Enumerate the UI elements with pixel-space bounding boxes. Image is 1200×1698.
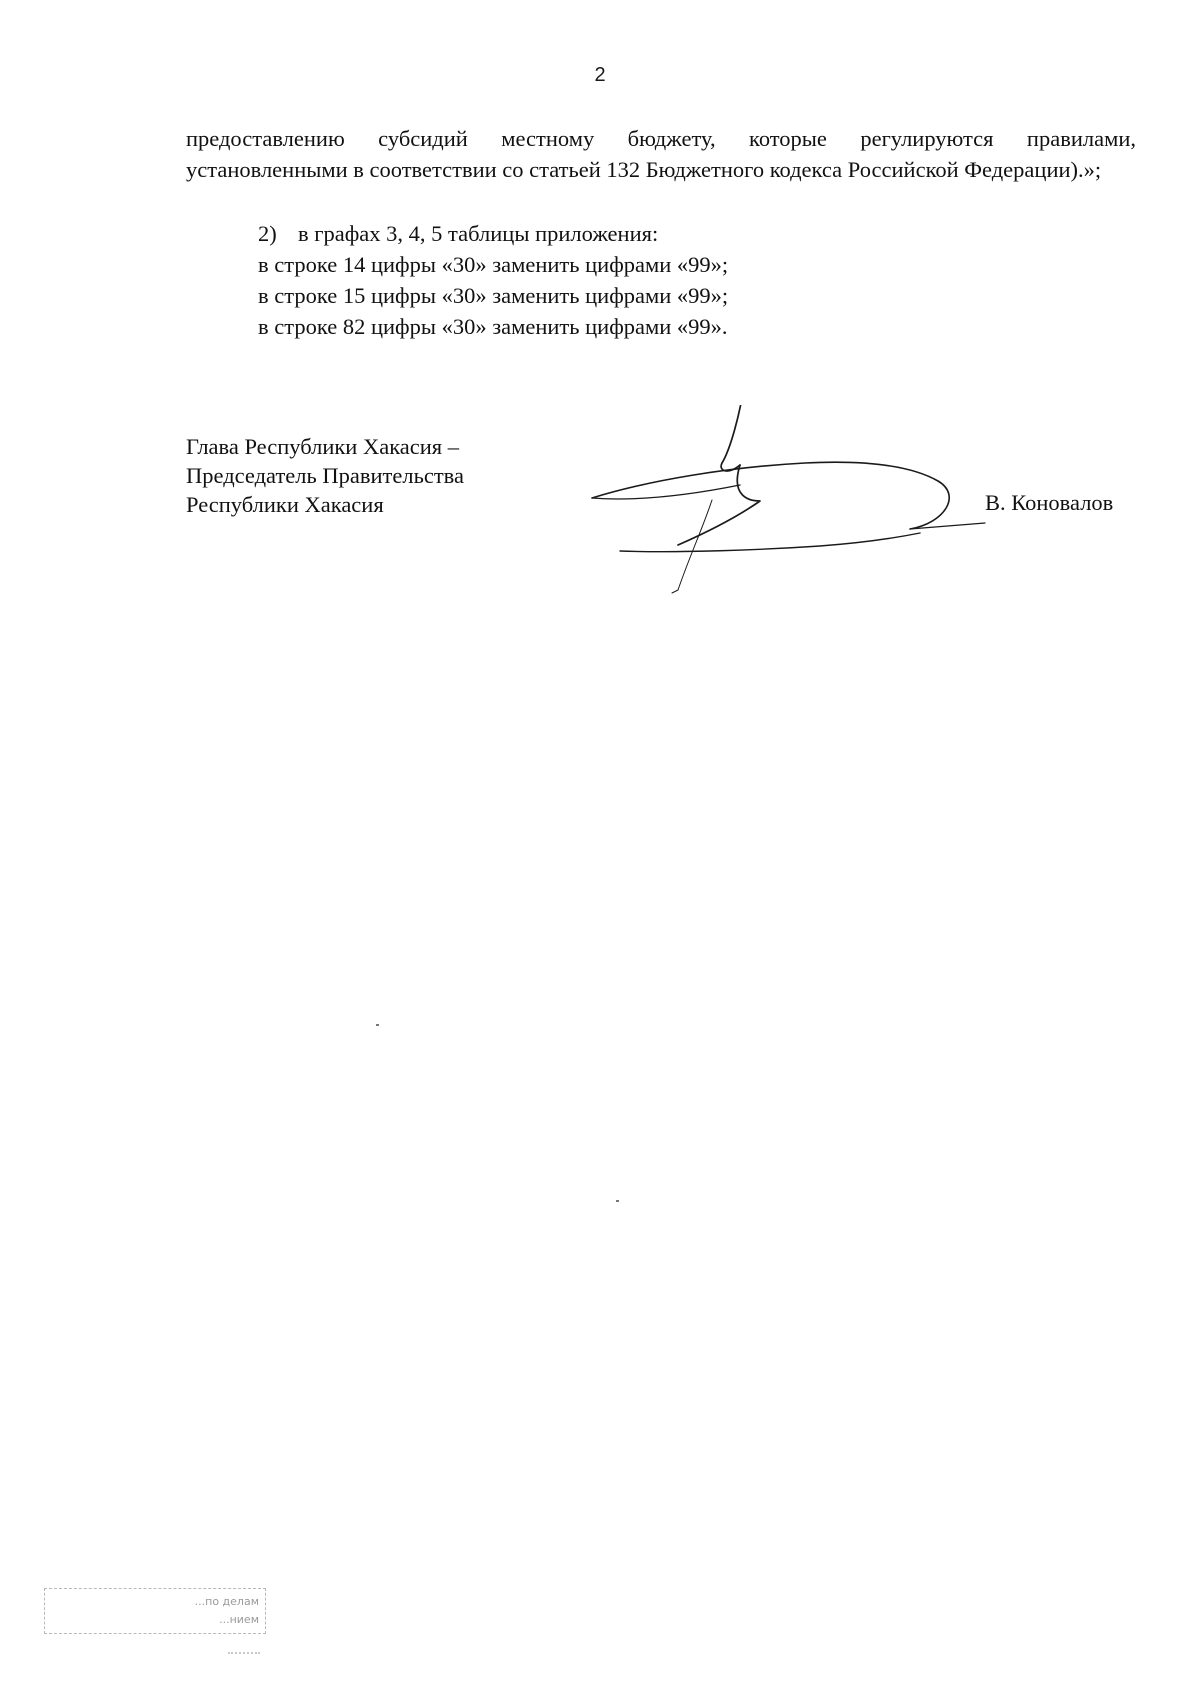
signatory-title-line: Глава Республики Хакасия – — [186, 434, 460, 459]
signatory-title — [186, 432, 464, 519]
scan-speck — [616, 1200, 619, 1202]
page-number: 2 — [594, 64, 606, 86]
amendment-line: в строке 82 цифры «30» заменить цифрами «99». — [258, 314, 728, 339]
stamp-line: ...по делам — [194, 1595, 259, 1608]
amendment-number: 2) — [258, 221, 277, 246]
signatory-title-line: Председатель Правительства — [186, 463, 464, 488]
stamp-dots — [228, 1652, 260, 1656]
amendment-line: в строке 14 цифры «30» заменить цифрами «99»; — [258, 252, 729, 277]
amendment-line: в строке 15 цифры «30» заменить цифрами «99»; — [258, 283, 729, 308]
registration-stamp — [44, 1588, 266, 1634]
stamp-line: ...нием — [219, 1613, 259, 1626]
signatory-title-line: Республики Хакасия — [186, 492, 384, 517]
amendment-intro — [258, 218, 1136, 249]
continuation-paragraph: предоставлению субсидий местному бюджету, которые регулируются правилами, установленными в соответствии со статьей 132 Бюджетного кодекса Российской Федерации).»; — [186, 126, 1136, 182]
signatory-name: В. Коновалов — [985, 490, 1114, 515]
scan-speck — [376, 1024, 379, 1026]
handwritten-signature — [590, 405, 990, 595]
amendment-intro-text: в графах 3, 4, 5 таблицы приложения: — [298, 221, 659, 246]
amendment-list — [186, 218, 1136, 342]
